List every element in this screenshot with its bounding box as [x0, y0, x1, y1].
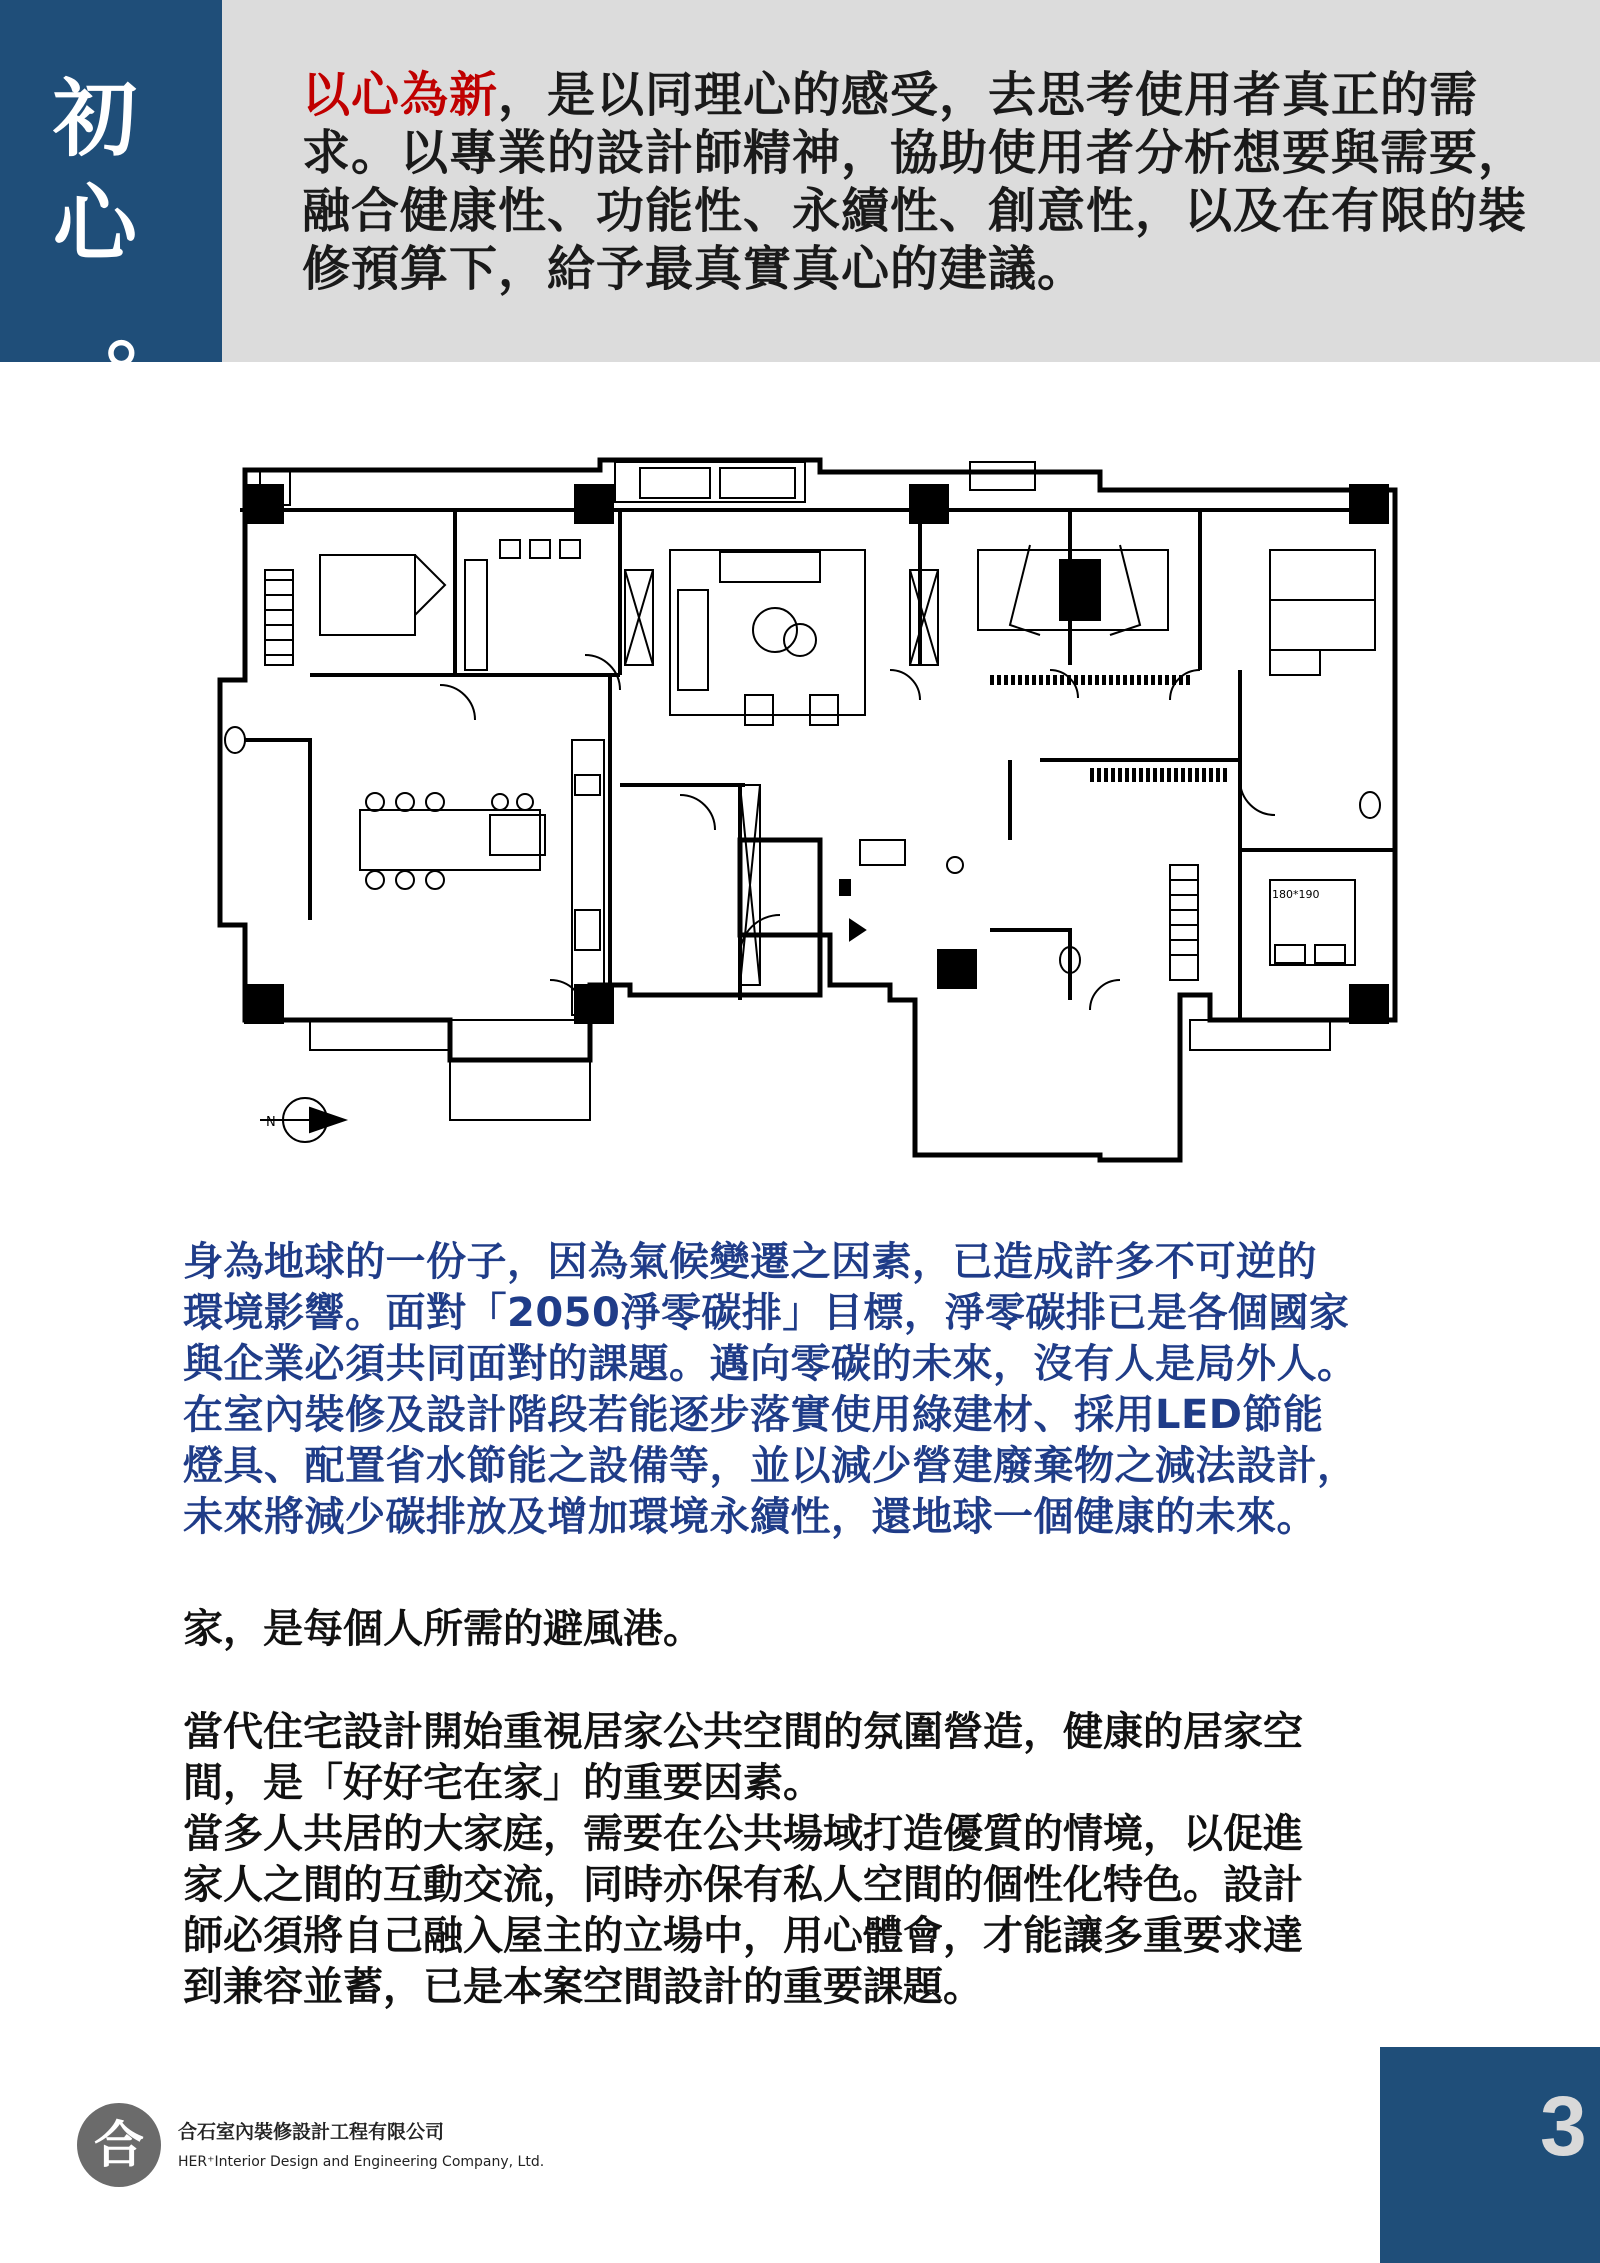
- paragraph-line: 到兼容並蓄，已是本案空間設計的重要課題。: [183, 1964, 983, 2010]
- paragraph-line: 間，是「好好宅在家」的重要因素。: [183, 1760, 823, 1806]
- page-number: 3: [1540, 2079, 1587, 2173]
- chapter-title-char: 初: [52, 69, 137, 168]
- floor-plan: [200, 440, 1420, 1180]
- room-label: 180*190: [1272, 888, 1320, 901]
- chapter-title-char: 心: [52, 174, 137, 273]
- chapter-title-char: 。: [105, 279, 190, 378]
- sustainability-paragraph: [183, 1237, 1443, 1543]
- paragraph-line: 與企業必須共同面對的課題。邁向零碳的未來，沒有人是局外人。: [183, 1341, 1358, 1387]
- logo-char: 合: [94, 2115, 144, 2174]
- paragraph-line: 未來將減少碳排放及增加環境永續性，還地球一個健康的未來。: [183, 1494, 1317, 1540]
- intro-text: ，是以同理心的感受，去思考使用者真正的需求。以專業的設計師精神，協助使用者分析想要與需要，融合健康性、功能性、永續性、創意性，以及在有限的裝修預算下，給予最真實真心的建議。: [302, 67, 1528, 297]
- home-line: 家，是每個人所需的避風港。: [183, 1606, 703, 1652]
- paragraph-line: 身為地球的一份子，因為氣候變遷之因素，已造成許多不可逆的: [183, 1239, 1317, 1285]
- company-name-en: HER⁺Interior Design and Engineering Company, Ltd.: [178, 2154, 545, 2170]
- intro-highlight: 以心為新: [302, 67, 499, 123]
- chapter-title: [0, 66, 190, 381]
- paragraph-line: 環境影響。面對「2050淨零碳排」目標，淨零碳排已是各個國家: [183, 1290, 1350, 1336]
- company-logo: [76, 2102, 162, 2188]
- paragraph-line: 當多人共居的大家庭，需要在公共場域打造優質的情境，以促進: [183, 1811, 1303, 1857]
- paragraph-line: 師必須將自己融入屋主的立場中，用心體會，才能讓多重要求達: [183, 1913, 1303, 1959]
- north-label: N: [266, 1115, 276, 1130]
- company-name-zh: 合石室內裝修設計工程有限公司: [178, 2121, 445, 2143]
- paragraph-line: 在室內裝修及設計階段若能逐步落實使用綠建材、採用LED節能: [183, 1392, 1324, 1438]
- paragraph-line: 當代住宅設計開始重視居家公共空間的氛圍營造，健康的居家空: [183, 1709, 1303, 1755]
- home-section: [183, 1604, 1443, 2013]
- intro-statement: [302, 66, 1542, 298]
- paragraph-line: 家人之間的互動交流，同時亦保有私人空間的個性化特色。設計: [183, 1862, 1303, 1908]
- paragraph-line: 燈具、配置省水節能之設備等，並以減少營建廢棄物之減法設計，: [183, 1443, 1358, 1489]
